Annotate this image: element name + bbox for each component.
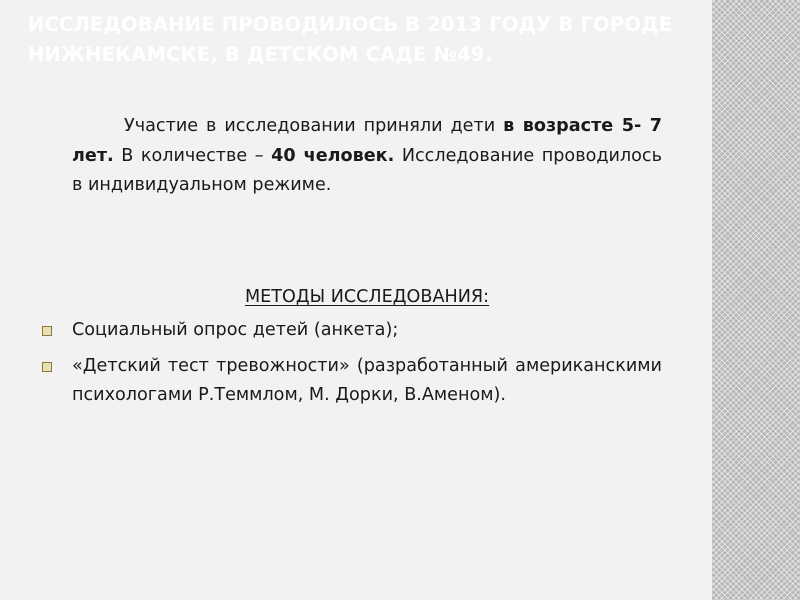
paragraph-text-3: Исследование проводилось в индивидуальном режиме. <box>72 145 662 195</box>
square-bullet-icon <box>42 362 52 372</box>
paragraph-text-1: Участие в исследовании приняли дети <box>124 116 504 136</box>
method-text: «Детский тест тревожности» (разработанный американскими психологами Р.Теммлом, М. Дорки, В.Аменом). <box>72 355 662 405</box>
paragraph-text-2: В количестве – <box>113 145 272 166</box>
age-range-text: в возрасте 5- 7 лет. <box>72 116 662 166</box>
square-bullet-icon <box>42 326 52 336</box>
slide-title: ИССЛЕДОВАНИЕ ПРОВОДИЛОСЬ В 2013 ГОДУ В ГОРОДЕ НИЖНЕКАМСКЕ, В ДЕТСКОМ САДЕ №49. <box>28 13 673 66</box>
methods-heading: МЕТОДЫ ИССЛЕДОВАНИЯ: <box>244 287 490 307</box>
participant-count-text: 40 человек. <box>271 145 395 166</box>
methods-list-item <box>40 352 662 411</box>
methods-list <box>40 316 662 417</box>
decorative-side-band <box>712 0 800 600</box>
description-paragraph <box>72 112 662 201</box>
method-text: Социальный опрос детей (анкета); <box>72 320 399 340</box>
methods-list-item <box>40 316 662 346</box>
